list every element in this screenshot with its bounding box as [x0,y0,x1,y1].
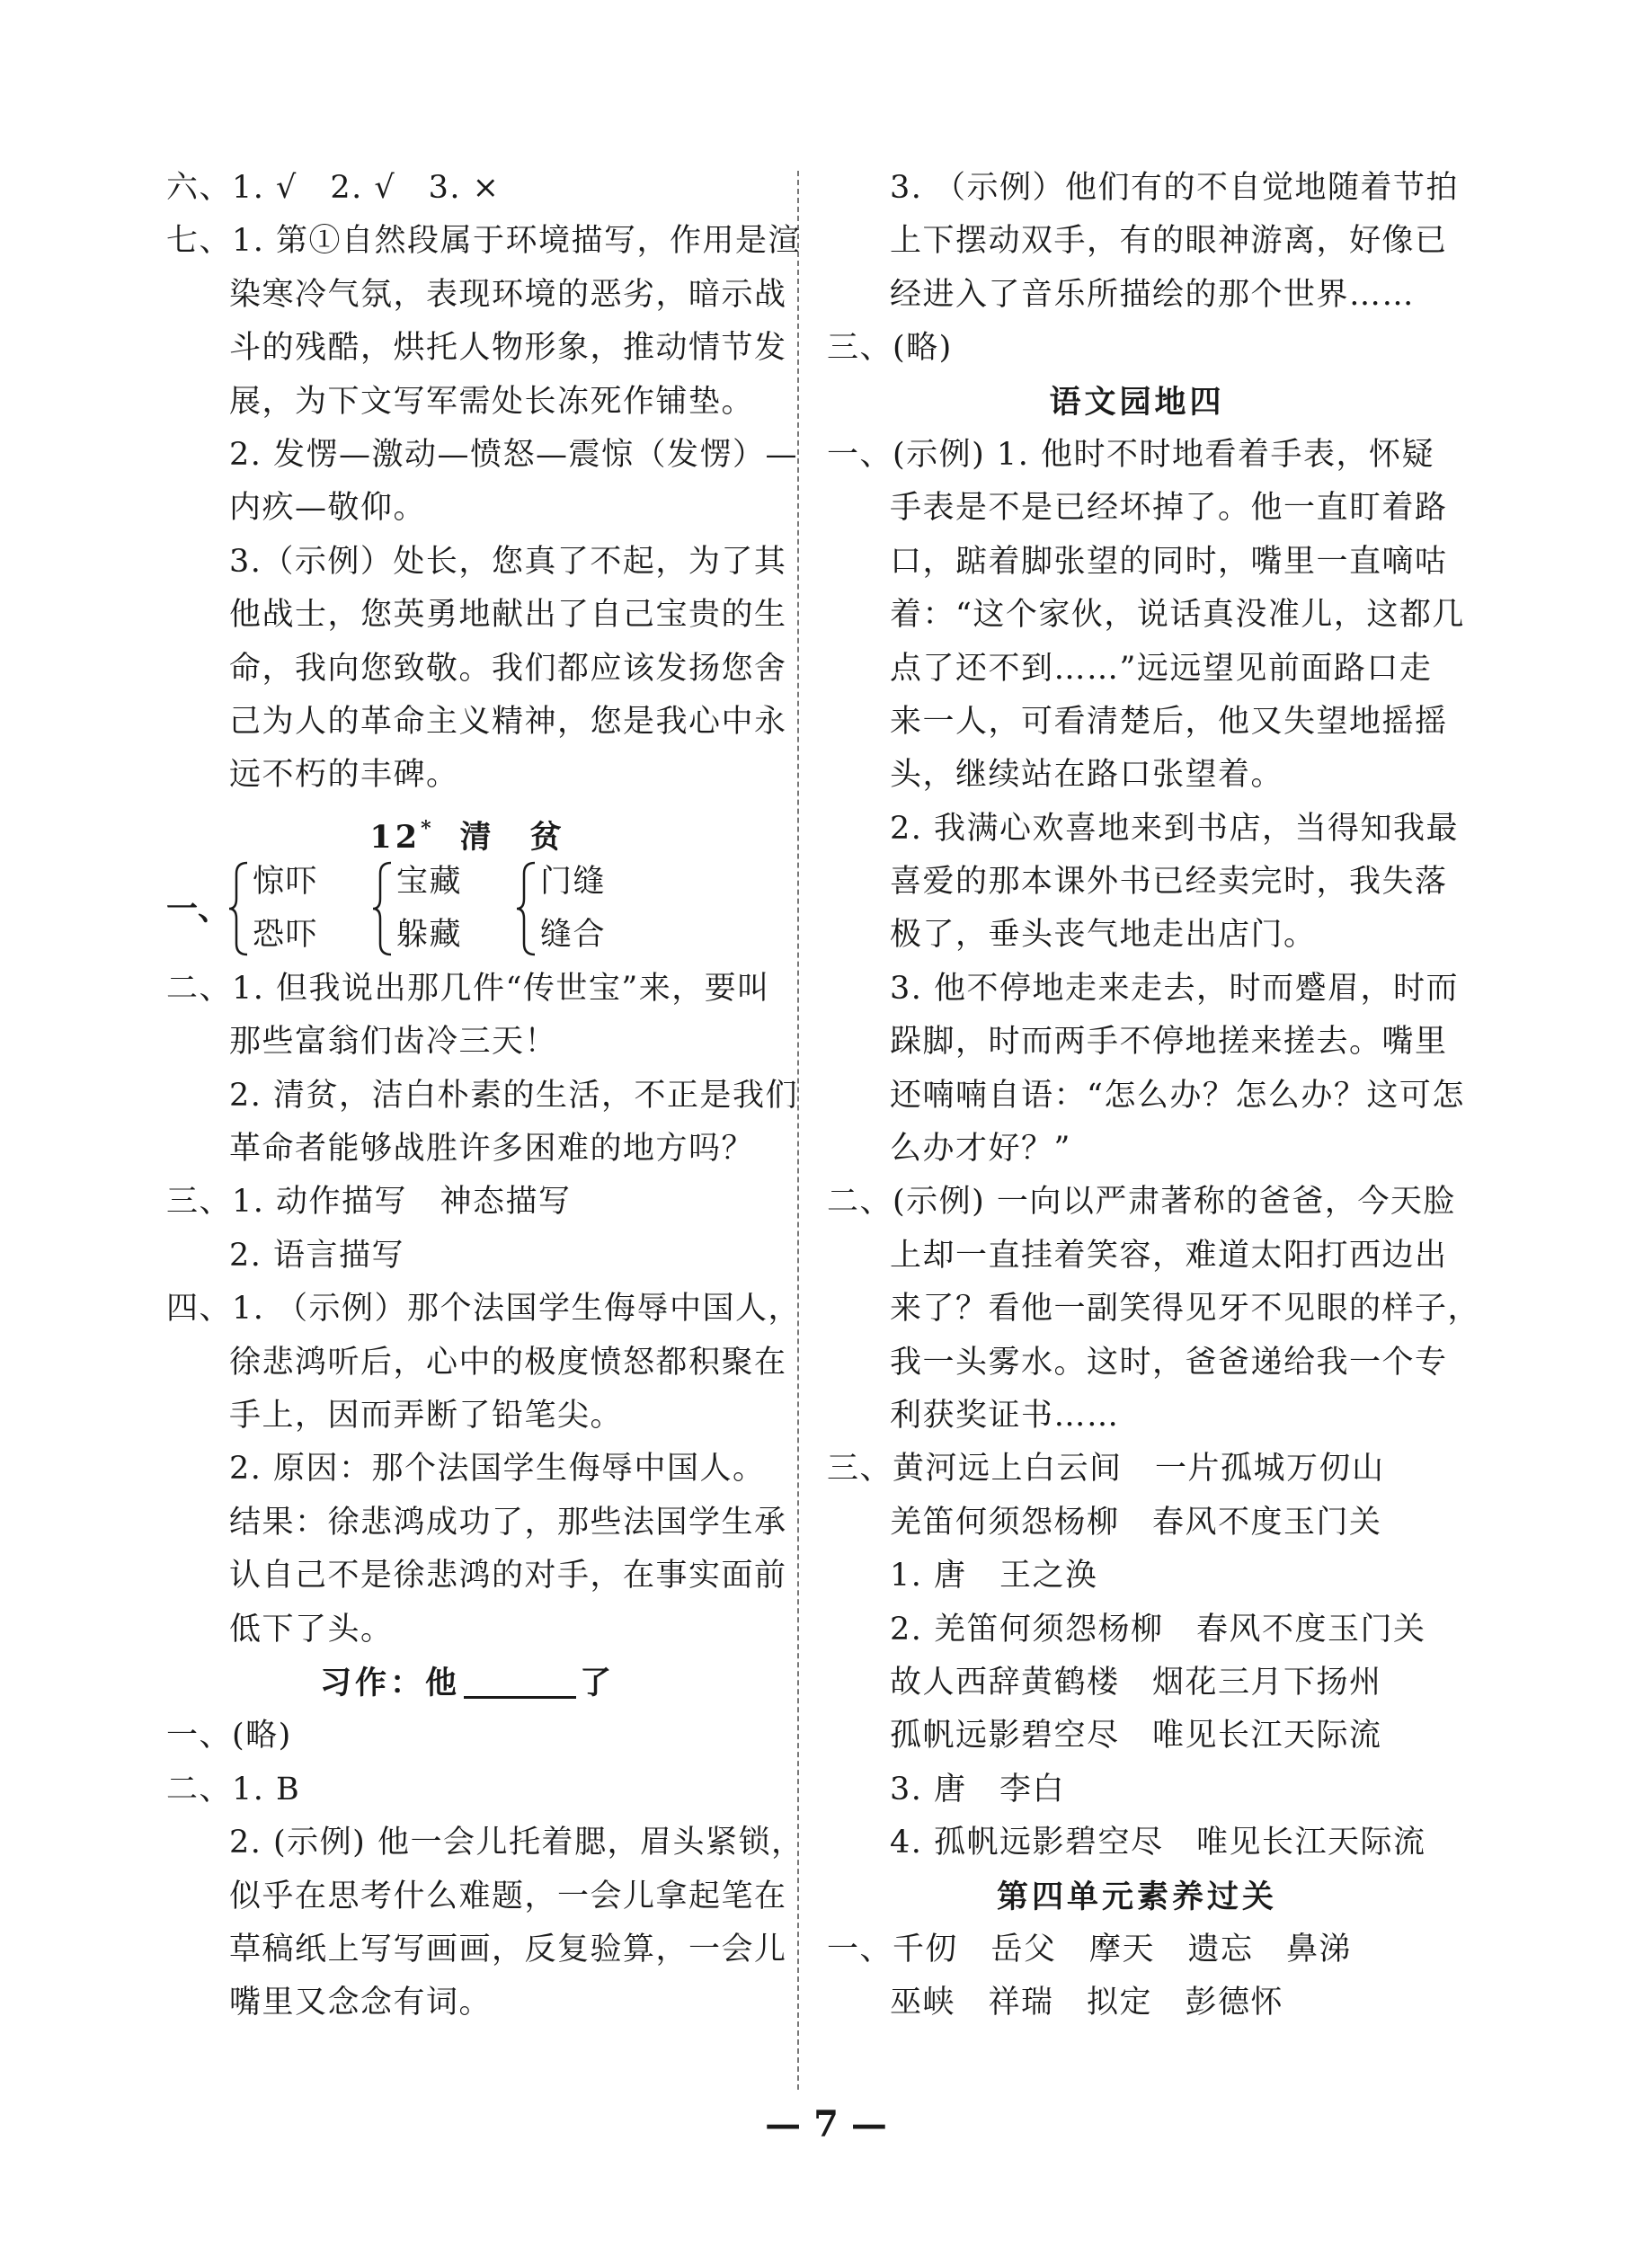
answer-line: 三、黄河远上白云间 一片孤城万仞山 [827,1451,1385,1488]
answer-line: 七、1. 第①自然段属于环境描写，作用是渲 [166,223,802,260]
answer-line: 手上，因而弄断了铅笔尖。 [229,1398,624,1434]
answer-line: 2. 羌笛何须怨杨柳 春风不度玉门关 [890,1611,1426,1648]
answer-line: 喜爱的那本课外书已经卖完时，我失落 [890,864,1448,901]
answer-line: 经进入了音乐所描绘的那个世界…… [890,276,1416,313]
word-pairs [166,856,768,963]
answer-line: 二、1. 但我说出那几件“传世宝”来，要叫 [166,970,770,1007]
pair-word: 门缝 [540,864,607,901]
fill-blank [464,1660,576,1699]
answer-line: 似乎在思考什么难题，一会儿拿起笔在 [229,1878,787,1914]
brace-icon [373,861,393,956]
answer-line: 还喃喃自语：“怎么办？怎么办？这可怎 [890,1077,1465,1114]
word-pair [373,856,462,963]
answer-line: 羌笛何须怨杨柳 春风不度玉门关 [890,1504,1382,1541]
composition-prefix: 习作：他 [319,1664,460,1701]
answer-line: 展，为下文写军需处长冻死作铺垫。 [229,383,755,420]
answer-line: 染寒冷气氛，表现环境的恶劣，暗示战 [229,276,787,313]
lesson-12-heading [166,803,768,856]
answer-line: 跺脚，时而两手不停地搓来搓去。嘴里 [890,1024,1448,1061]
word-pair [517,856,606,963]
section-title-unit: 第四单元素养过关 [996,1878,1277,1915]
composition-suffix: 了 [580,1664,616,1701]
pair-word: 宝藏 [396,864,463,901]
answer-line: 2. 我满心欢喜地来到书店，当得知我最 [890,810,1460,847]
answer-line: 手表是不是已经坏掉了。他一直盯着路 [890,490,1448,527]
answer-line: 那些富翁们齿冷三天！ [229,1024,558,1061]
answer-line: 上却一直挂着笑容，难道太阳打西边出 [890,1237,1448,1274]
answer-line: 点了还不到……”远远望见前面路口走 [890,650,1433,687]
answer-line: 3. （示例）他们有的不自觉地随着节拍 [890,170,1460,206]
answer-line: 么办才好？” [890,1131,1071,1168]
answer-line: 一、千仞 岳父 摩天 遗忘 鼻涕 [827,1931,1353,1967]
answer-line: 四、1. （示例）那个法国学生侮辱中国人， [166,1291,802,1328]
answer-line: 巫峡 祥瑞 拟定 彭德怀 [890,1985,1284,2021]
section-title-garden: 语文园地四 [1049,383,1225,421]
answer-line: 徐悲鸿听后，心中的极度愤怒都积聚在 [229,1344,787,1381]
answer-line: 他战士，您英勇地献出了自己宝贵的生 [229,597,787,634]
answer-line: 低下了头。 [229,1611,394,1648]
answer-line: 2. (示例) 他一会儿托着腮，眉头紧锁， [229,1825,804,1861]
answer-line: 3. 他不停地走来走去，时而蹙眉，时而 [890,970,1460,1007]
answer-line: 一、(示例) 1. 他时不时地看着手表，怀疑 [827,436,1434,473]
answer-line: 2. 语言描写 [229,1237,405,1274]
lesson-star: * [421,816,435,840]
answer-line: 认自己不是徐悲鸿的对手，在事实面前 [229,1558,787,1594]
answer-line: 二、1. B [166,1771,301,1808]
lesson-number: 12 [369,818,422,856]
answer-line: 着：“这个家伙，说话真没准儿，这都几 [890,597,1465,634]
answer-line: 内疚—敬仰。 [229,490,427,527]
answer-line: 三、(略) [827,330,953,367]
pair-word: 躲藏 [396,917,463,954]
answer-line: 2. 原因：那个法国学生侮辱中国人。 [229,1451,766,1488]
answer-line: 嘴里又念念有词。 [229,1985,493,2021]
answer-line: 3.（示例）处长，您真了不起，为了其 [229,543,787,580]
lesson-title: 清 贫 [459,818,565,856]
left-column [166,162,804,2030]
answer-line: 3. 唐 李白 [890,1771,1066,1808]
answer-line: 结果：徐悲鸿成功了，那些法国学生承 [229,1504,787,1541]
word-pair [229,856,318,963]
answer-line: 极了，垂头丧气地走出店门。 [890,917,1317,954]
answer-line: 口，踮着脚张望的同时，嘴里一直嘀咕 [890,543,1448,580]
brace-icon [229,861,249,956]
answer-line: 利获奖证书…… [890,1397,1120,1434]
answer-line: 己为人的革命主义精神，您是我心中永 [229,703,787,740]
answer-line: 二、(示例) 一向以严肃著称的爸爸，今天脸 [827,1184,1456,1221]
answer-section-6: 六、1. √ 2. √ 3. × [166,170,501,206]
answer-line: 三、1. 动作描写 神态描写 [166,1184,572,1221]
answer-line: 远不朽的丰碑。 [229,757,459,794]
pair-word: 缝合 [540,917,607,954]
answer-line: 头，继续站在路口张望着。 [890,757,1284,794]
answer-line: 上下摆动双手，有的眼神游离，好像已 [890,223,1448,260]
answer-line: 革命者能够战胜许多困难的地方吗？ [229,1131,755,1168]
pair-word: 恐吓 [253,917,319,954]
answer-line: 来一人，可看清楚后，他又失望地摇摇 [890,703,1448,740]
answer-line: 2. 清贫，洁白朴素的生活，不正是我们 [229,1077,799,1114]
answer-line: 孤帆远影碧空尽 唯见长江天际流 [890,1718,1382,1754]
answer-line: 来了？看他一副笑得见牙不见眼的样子， [890,1291,1481,1328]
pair-word: 惊吓 [253,864,319,901]
answer-line: 1. 唐 王之涣 [890,1558,1098,1594]
answer-line: 草稿纸上写写画画，反复验算，一会儿 [229,1931,787,1967]
answer-line: 2. 发愣—激动—愤怒—震惊（发愣）— [229,436,799,473]
composition-heading [166,1657,768,1710]
answer-line: 斗的残酷，烘托人物形象，推动情节发 [229,330,787,367]
answer-line: 一、(略) [166,1718,292,1754]
answer-line: 命，我向您致敬。我们都应该发扬您舍 [229,650,787,687]
answer-line: 我一头雾水。这时，爸爸递给我一个专 [890,1344,1448,1381]
answer-line: 4. 孤帆远影碧空尽 唯见长江天际流 [890,1825,1426,1861]
question-label: 一、 [166,891,230,928]
brace-icon [517,861,537,956]
right-column [827,162,1481,2030]
answer-line: 故人西辞黄鹤楼 烟花三月下扬州 [890,1664,1382,1701]
page-number: — 7 — [765,2103,887,2145]
